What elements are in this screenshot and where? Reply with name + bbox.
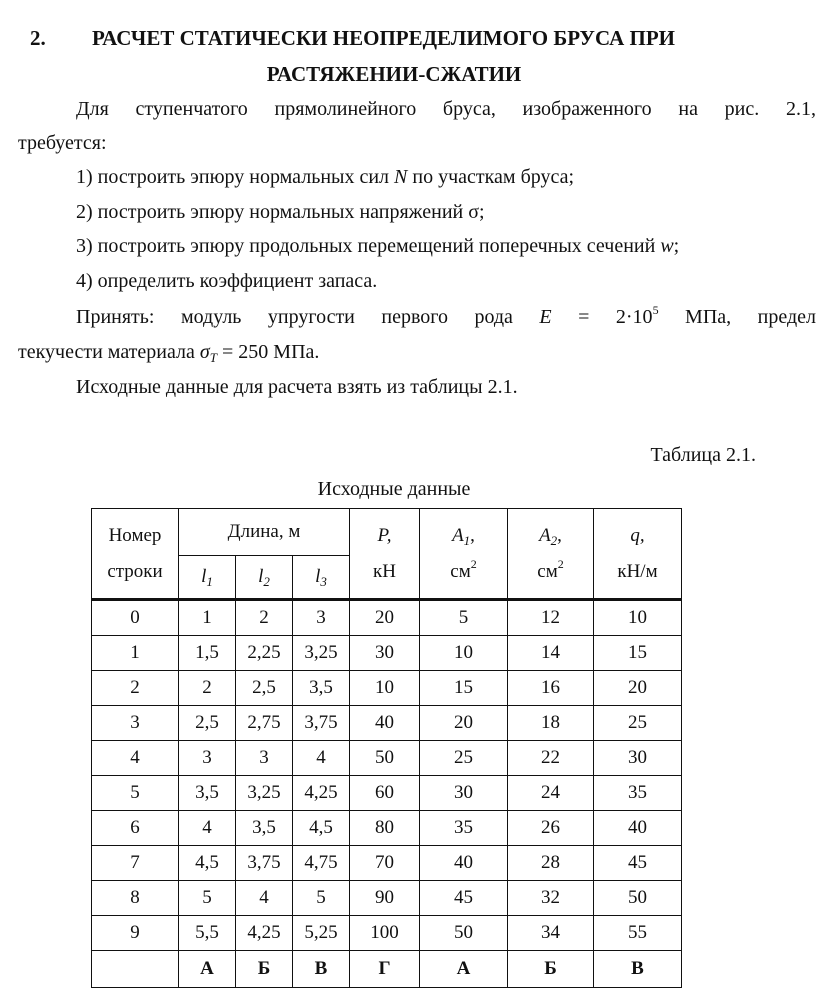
- table-cell: 2: [179, 671, 236, 706]
- header-A2: $A_2$, $см^2$: [508, 509, 594, 600]
- table-cell: 5: [179, 881, 236, 916]
- table-cell: 3,5: [293, 671, 350, 706]
- table-cell: В: [293, 951, 350, 988]
- table-cell: 30: [594, 741, 682, 776]
- accept-line1: Принять: модуль упругости первого рода $E = 2\cdot 10^5$ МПа, предел: [76, 303, 816, 328]
- intro-line2: требуется:: [18, 132, 107, 154]
- section-title-line1: РАСЧЕТ СТАТИЧЕСКИ НЕОПРЕДЕЛИМОГО БРУСА ПРИ: [92, 26, 675, 50]
- variant-letter-row: [92, 951, 682, 988]
- table-cell: 25: [420, 741, 508, 776]
- table-cell: 30: [420, 776, 508, 811]
- table-cell: 15: [594, 636, 682, 671]
- table-cell: 2,5: [179, 706, 236, 741]
- table-cell: 5: [92, 776, 179, 811]
- table-cell: 35: [594, 776, 682, 811]
- table-cell: 16: [508, 671, 594, 706]
- table-cell: 60: [350, 776, 420, 811]
- table-cell: 30: [350, 636, 420, 671]
- table-cell: 4: [179, 811, 236, 846]
- table-cell: 2,5: [236, 671, 293, 706]
- table-cell: 10: [420, 636, 508, 671]
- table-cell: 4,75: [293, 846, 350, 881]
- accept-line2: текучести материала $\sigma_T = 250$ МПа.: [18, 341, 320, 365]
- table-cell: 5: [420, 600, 508, 636]
- table-cell: 28: [508, 846, 594, 881]
- table-cell: 3: [92, 706, 179, 741]
- table-row: [92, 811, 682, 846]
- table-row: [92, 776, 682, 811]
- table-cell: 34: [508, 916, 594, 951]
- table-cell: 20: [594, 671, 682, 706]
- section-number: 2.: [30, 26, 46, 50]
- table-cell: 4,25: [293, 776, 350, 811]
- table-cell: 2: [236, 600, 293, 636]
- table-cell: 3,75: [236, 846, 293, 881]
- header-l2: $l_2$: [236, 556, 293, 600]
- table-cell: 40: [350, 706, 420, 741]
- table-cell: 1: [92, 636, 179, 671]
- table-cell: 1,5: [179, 636, 236, 671]
- table-cell: 22: [508, 741, 594, 776]
- table-cell: 5,5: [179, 916, 236, 951]
- task-2: 2) построить эпюру нормальных напряжений σ;: [76, 201, 485, 223]
- table-cell: 10: [594, 600, 682, 636]
- table-caption: Таблица 2.1.: [650, 444, 756, 466]
- table-row: [92, 706, 682, 741]
- table-cell: 4: [236, 881, 293, 916]
- table-row: [92, 846, 682, 881]
- table-cell: 3,5: [179, 776, 236, 811]
- table-cell: 25: [594, 706, 682, 741]
- table-cell: 0: [92, 600, 179, 636]
- table-cell: В: [594, 951, 682, 988]
- table-cell: 26: [508, 811, 594, 846]
- table-cell: 3: [236, 741, 293, 776]
- table-cell: 90: [350, 881, 420, 916]
- table-cell: 4,5: [293, 811, 350, 846]
- table-cell: 3,75: [293, 706, 350, 741]
- table-cell: А: [420, 951, 508, 988]
- table-cell: 18: [508, 706, 594, 741]
- table-body: [92, 600, 682, 988]
- table-title: Исходные данные: [317, 478, 471, 500]
- table-cell: 50: [594, 881, 682, 916]
- table-cell: 4: [293, 741, 350, 776]
- table-cell: 55: [594, 916, 682, 951]
- table-cell: Г: [350, 951, 420, 988]
- table-cell: 15: [420, 671, 508, 706]
- table-cell: 14: [508, 636, 594, 671]
- section-title-line2: РАСТЯЖЕНИИ-СЖАТИИ: [266, 62, 522, 86]
- table-cell: 8: [92, 881, 179, 916]
- intro-line1: Для ступенчатого прямолинейного бруса, изображенного на рис. 2.1,: [76, 98, 816, 120]
- table-cell: 32: [508, 881, 594, 916]
- task-1: 1) построить эпюру нормальных сил N по участкам бруса;: [76, 166, 575, 188]
- table-row: [92, 600, 682, 636]
- header-A1: $A_1$, $см^2$: [420, 509, 508, 600]
- table-cell: 9: [92, 916, 179, 951]
- section-heading: [30, 26, 770, 51]
- table-cell: 12: [508, 600, 594, 636]
- header-row-number: Номер строки: [92, 509, 179, 600]
- table-cell: 24: [508, 776, 594, 811]
- table-cell: 50: [350, 741, 420, 776]
- table-row: [92, 741, 682, 776]
- table-row: [92, 671, 682, 706]
- header-length: Длина, м: [179, 509, 350, 556]
- table-cell: Б: [508, 951, 594, 988]
- table-cell: 3,25: [293, 636, 350, 671]
- table-cell: 80: [350, 811, 420, 846]
- table-cell: 5: [293, 881, 350, 916]
- table-cell: 45: [420, 881, 508, 916]
- table-row: [92, 916, 682, 951]
- table-cell: 5,25: [293, 916, 350, 951]
- header-P: P, кН: [350, 509, 420, 600]
- table-cell: 4,25: [236, 916, 293, 951]
- header-l1: $l_1$: [179, 556, 236, 600]
- table-cell: 70: [350, 846, 420, 881]
- table-row: [92, 881, 682, 916]
- table-cell: 3,25: [236, 776, 293, 811]
- table-cell: 10: [350, 671, 420, 706]
- header-l3: $l_3$: [293, 556, 350, 600]
- table-cell: 4,5: [179, 846, 236, 881]
- table-cell: 3: [293, 600, 350, 636]
- table-cell: 6: [92, 811, 179, 846]
- table-cell: 45: [594, 846, 682, 881]
- table-cell: 35: [420, 811, 508, 846]
- source-note: Исходные данные для расчета взять из таблицы 2.1.: [76, 376, 518, 398]
- table-cell: Б: [236, 951, 293, 988]
- table-cell: [92, 951, 179, 988]
- table-cell: 4: [92, 741, 179, 776]
- table-cell: 40: [594, 811, 682, 846]
- table-cell: 1: [179, 600, 236, 636]
- table-cell: 2: [92, 671, 179, 706]
- table-cell: 3: [179, 741, 236, 776]
- task-4: 4) определить коэффициент запаса.: [76, 270, 378, 292]
- table-cell: 7: [92, 846, 179, 881]
- table-cell: 40: [420, 846, 508, 881]
- table-cell: 2,25: [236, 636, 293, 671]
- table-row: [92, 636, 682, 671]
- input-data-table: [91, 508, 682, 988]
- table-cell: А: [179, 951, 236, 988]
- task-3: 3) построить эпюру продольных перемещений поперечных сечений w;: [76, 235, 680, 257]
- table-cell: 20: [420, 706, 508, 741]
- table-cell: 100: [350, 916, 420, 951]
- table-cell: 20: [350, 600, 420, 636]
- table-cell: 50: [420, 916, 508, 951]
- table-cell: 3,5: [236, 811, 293, 846]
- table-cell: 2,75: [236, 706, 293, 741]
- header-q: q, кН/м: [594, 509, 682, 600]
